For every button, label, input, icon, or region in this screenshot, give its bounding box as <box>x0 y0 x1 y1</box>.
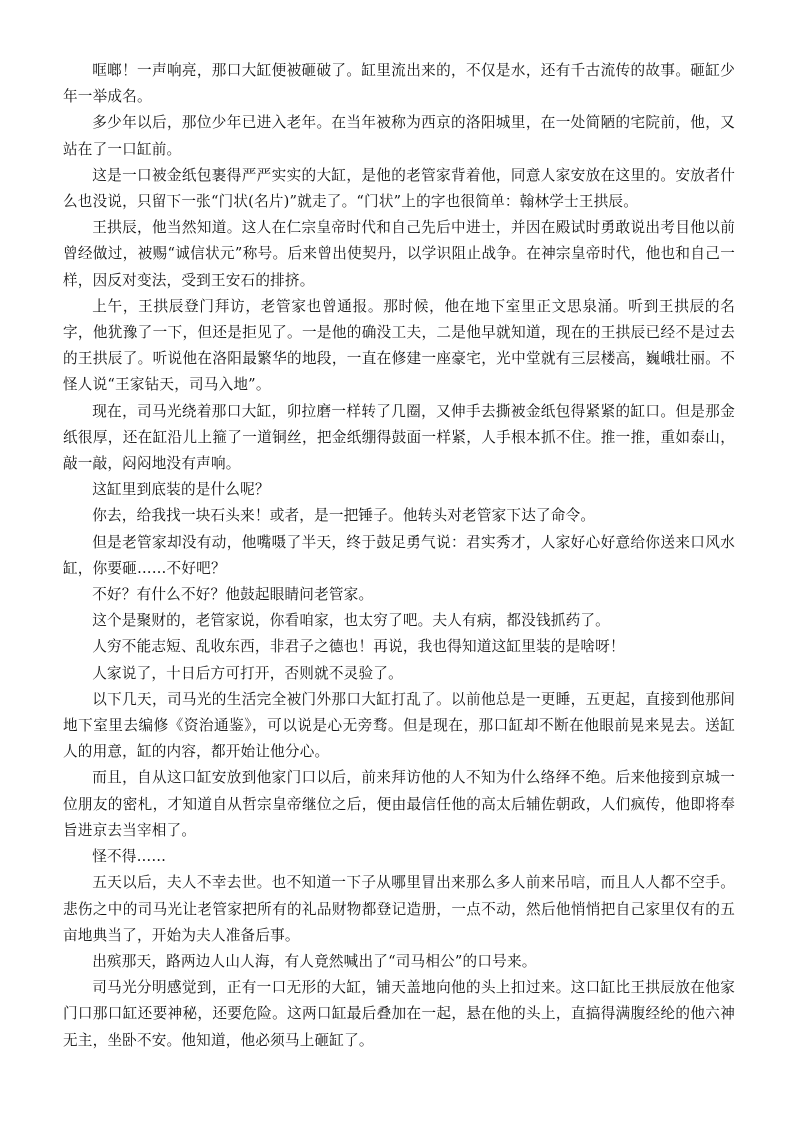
paragraph-1: 哐啷！一声响亮，那口大缸便被砸破了。缸里流出来的，不仅是水，还有千古流传的故事。砸缸少年一举成名。 <box>63 62 735 106</box>
paragraph-16: 怪不得…… <box>92 848 167 866</box>
paragraph-11: 这个是聚财的，老管家说，你看咱家，也太穷了吧。夫人有病，都没钱抓药了。 <box>92 612 610 630</box>
paragraph-10: 不好？有什么不好？他鼓起眼睛问老管家。 <box>92 586 374 604</box>
paragraph-15: 而且，自从这口缸安放到他家门口以后，前来拜访他的人不知为什么络绎不绝。后来他接到京城一位朋友的密札，才知道自从哲宗皇帝继位之后，便由最信任他的高太后辅佐朝政，人们疯传，他即将奉旨进京去当宰相了。 <box>63 769 735 839</box>
paragraph-17: 五天以后，夫人不幸去世。也不知道一下子从哪里冒出来那么多人前来吊唁，而且人人都不空手。悲伤之中的司马光让老管家把所有的礼品财物都登记造册，一点不动，然后他悄悄把自己家里仅有的五亩地典当了，开始为夫人准备后事。 <box>63 874 735 944</box>
paragraph-13: 人家说了，十日后方可打开，否则就不灵验了。 <box>92 664 403 682</box>
paragraph-8: 你去，给我找一块石头来！或者，是一把锤子。他转头对老管家下达了命令。 <box>92 507 596 525</box>
paragraph-9: 但是老管家却没有动，他嘴嗫了半天，终于鼓足勇气说：君实秀才，人家好心好意给你送来口风水缸，你要砸……不好吧？ <box>63 533 735 577</box>
document-body <box>63 58 735 1054</box>
paragraph-2: 多少年以后，那位少年已进入老年。在当年被称为西京的洛阳城里，在一处简陋的宅院前，他，又站在了一口缸前。 <box>63 114 735 158</box>
paragraph-3: 这是一口被金纸包裹得严严实实的大缸，是他的老管家背着他，同意人家安放在这里的。安放者什么也没说，只留下一张“门状(名片)”就走了。“门状”上的字也很简单：翰林学士王拱辰。 <box>63 166 735 211</box>
paragraph-12: 人穷不能志短、乱收东西，非君子之德也！再说，我也得知道这缸里装的是啥呀！ <box>92 638 625 656</box>
paragraph-4: 王拱辰，他当然知道。这人在仁宗皇帝时代和自己先后中进士，并因在殿试时勇敢说出考目他以前曾经做过，被赐“诚信状元”称号。后来曾出使契丹，以学识阻止战争。在神宗皇帝时代，他也和自己一样，因反对变法，受到王安石的排挤。 <box>63 219 735 289</box>
paragraph-5: 上午，王拱辰登门拜访，老管家也曾通报。那时候，他在地下室里正文思泉涌。听到王拱辰的名字，他犹豫了一下，但还是拒见了。一是他的确没工夫，二是他早就知道，现在的王拱辰已经不是过去的王拱辰了。听说他在洛阳最繁华的地段，一直在修建一座豪宅，光中堂就有三层楼高，巍峨壮丽。不怪人说“王家钻天，司马入地”。 <box>63 297 735 394</box>
paragraph-7: 这缸里到底装的是什么呢？ <box>92 481 270 499</box>
paragraph-14: 以下几天，司马光的生活完全被门外那口大缸打乱了。以前他总是一更睡，五更起，直接到他那间地下室里去编修《资治通鉴》，可以说是心无旁骛。但是现在，那口缸却不断在他眼前晃来晃去。送缸人的用意，缸的内容，都开始让他分心。 <box>63 690 735 761</box>
paragraph-19: 司马光分明感觉到，正有一口无形的大缸，铺天盖地向他的头上扣过来。这口缸比王拱辰放在他家门口那口缸还要神秘，还要危险。这两口缸最后叠加在一起，悬在他的头上，直搞得满腹经纶的他六神无主，坐卧不安。他知道，他必须马上砸缸了。 <box>63 979 735 1049</box>
paragraph-18: 出殡那天，路两边人山人海，有人竟然喊出了“司马相公”的口号来。 <box>92 952 537 970</box>
paragraph-6: 现在，司马光绕着那口大缸，卯拉磨一样转了几圈，又伸手去撕被金纸包得紧紧的缸口。但是那金纸很厚，还在缸沿儿上箍了一道铜丝，把金纸绷得鼓面一样紧，人手根本抓不住。推一推，重如泰山，敲一敲，闷闷地没有声响。 <box>63 402 735 473</box>
